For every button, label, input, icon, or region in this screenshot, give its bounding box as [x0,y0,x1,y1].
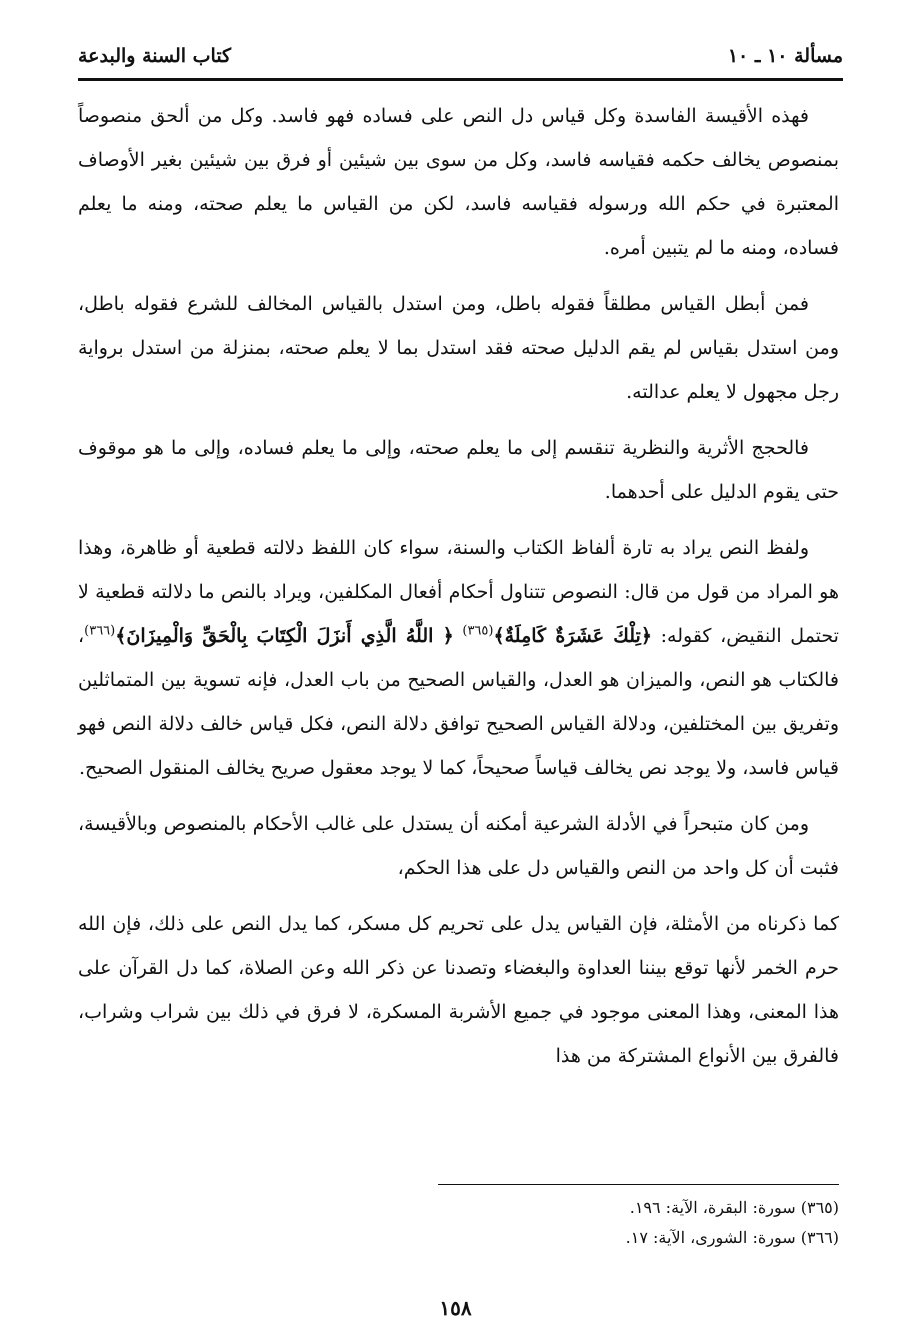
header-book-title: كتاب السنة والبدعة [78,45,232,67]
quran-quote-1: ﴿تِلْكَ عَشَرَةٌ كَامِلَةٌ﴾ [493,625,652,647]
footnote-ref-365[interactable]: (٣٦٥) [462,623,494,639]
paragraph-1: فهذه الأقيسة الفاسدة وكل قياس دل النص على فساده فهو فاسد. وكل من ألحق منصوصاً بمنصوص يخالف حكمه فقياسه فاسد، وكل من سوى بين شيئين أو فرق بين شيئين بغير الأوصاف المعتبرة في حكم الله ورسوله فقياسه فاسد، لكن من القياس ما يعلم صحته، ومنه ما يعلم فساده، ومنه ما لم يتبين أمره. [78,105,839,259]
footnote-divider [438,1184,839,1185]
quran-quote-2: ﴿ اللَّهُ الَّذِي أَنزَلَ الْكِتَابَ بِالْحَقِّ وَالْمِيزَانَ﴾ [115,625,454,647]
footnote-366: (٣٦٦) سورة: الشورى، الآية: ١٧. [625,1228,839,1247]
main-text [78,94,839,1090]
header-issue-label: مسألة ١٠ ـ ١٠ [727,45,843,67]
page-number: ١٥٨ [439,1296,472,1320]
footnote-365: (٣٦٥) سورة: البقرة، الآية: ١٩٦. [629,1198,839,1217]
paragraph-5: ومن كان متبحراً في الأدلة الشرعية أمكنه أن يستدل على غالب الأحكام بالمنصوص وبالأقيسة، فثبت أن كل واحد من النص والقياس دل على هذا الحكم، [78,813,839,879]
footnote-ref-366[interactable]: (٣٦٦) [84,623,116,639]
paragraph-4-text-b: ، فالكتاب هو النص، والميزان هو العدل، والقياس الصحيح من باب العدل، فإنه تسوية بين المتماثلين وتفريق بين المختلفين، ودلالة القياس الصحيح توافق دلالة النص، فكل قياس خالف دلالة النص فهو قياس فاسد، ولا يوجد نص يخالف قياساً صحيحاً، كما لا يوجد معقول صريح يخالف المنقول الصحيح. [78,625,839,779]
paragraph-4-text-a: ولفظ النص يراد به تارة ألفاظ الكتاب والسنة، سواء كان اللفظ دلالته قطعية أو ظاهرة، وهذا هو المراد من قول من قال: النصوص تتناول أحكام أفعال المكلفين، ويراد بالنص ما دلالته قطعية لا تحتمل النقيض، كقوله: [78,537,839,647]
paragraph-3: فالحجج الأثرية والنظرية تنقسم إلى ما يعلم صحته، وإلى ما يعلم فساده، وإلى ما هو موقوف حتى يقوم الدليل على أحدهما. [78,437,839,503]
paragraph-2: فمن أبطل القياس مطلقاً فقوله باطل، ومن استدل بالقياس المخالف للشرع فقوله باطل، ومن استدل بقياس لم يقم الدليل صحته فقد استدل بما لا يعلم صحته، بمنزلة من استدل برواية رجل مجهول لا يعلم عدالته. [78,293,839,403]
paragraph-6: كما ذكرناه من الأمثلة، فإن القياس يدل على تحريم كل مسكر، كما يدل النص على ذلك، فإن الله حرم الخمر لأنها توقع بيننا العداوة والبغضاء وتصدنا عن ذكر الله وعن الصلاة، كما دل القرآن على هذا المعنى، وهذا المعنى موجود في جميع الأشربة المسكرة، لا فرق في ذلك بين شراب وشراب، فالفرق بين الأنواع المشتركة من هذا [78,913,839,1067]
running-header [78,38,843,74]
paragraph-4 [78,526,839,790]
header-divider [78,78,843,81]
footnotes [78,1193,839,1253]
